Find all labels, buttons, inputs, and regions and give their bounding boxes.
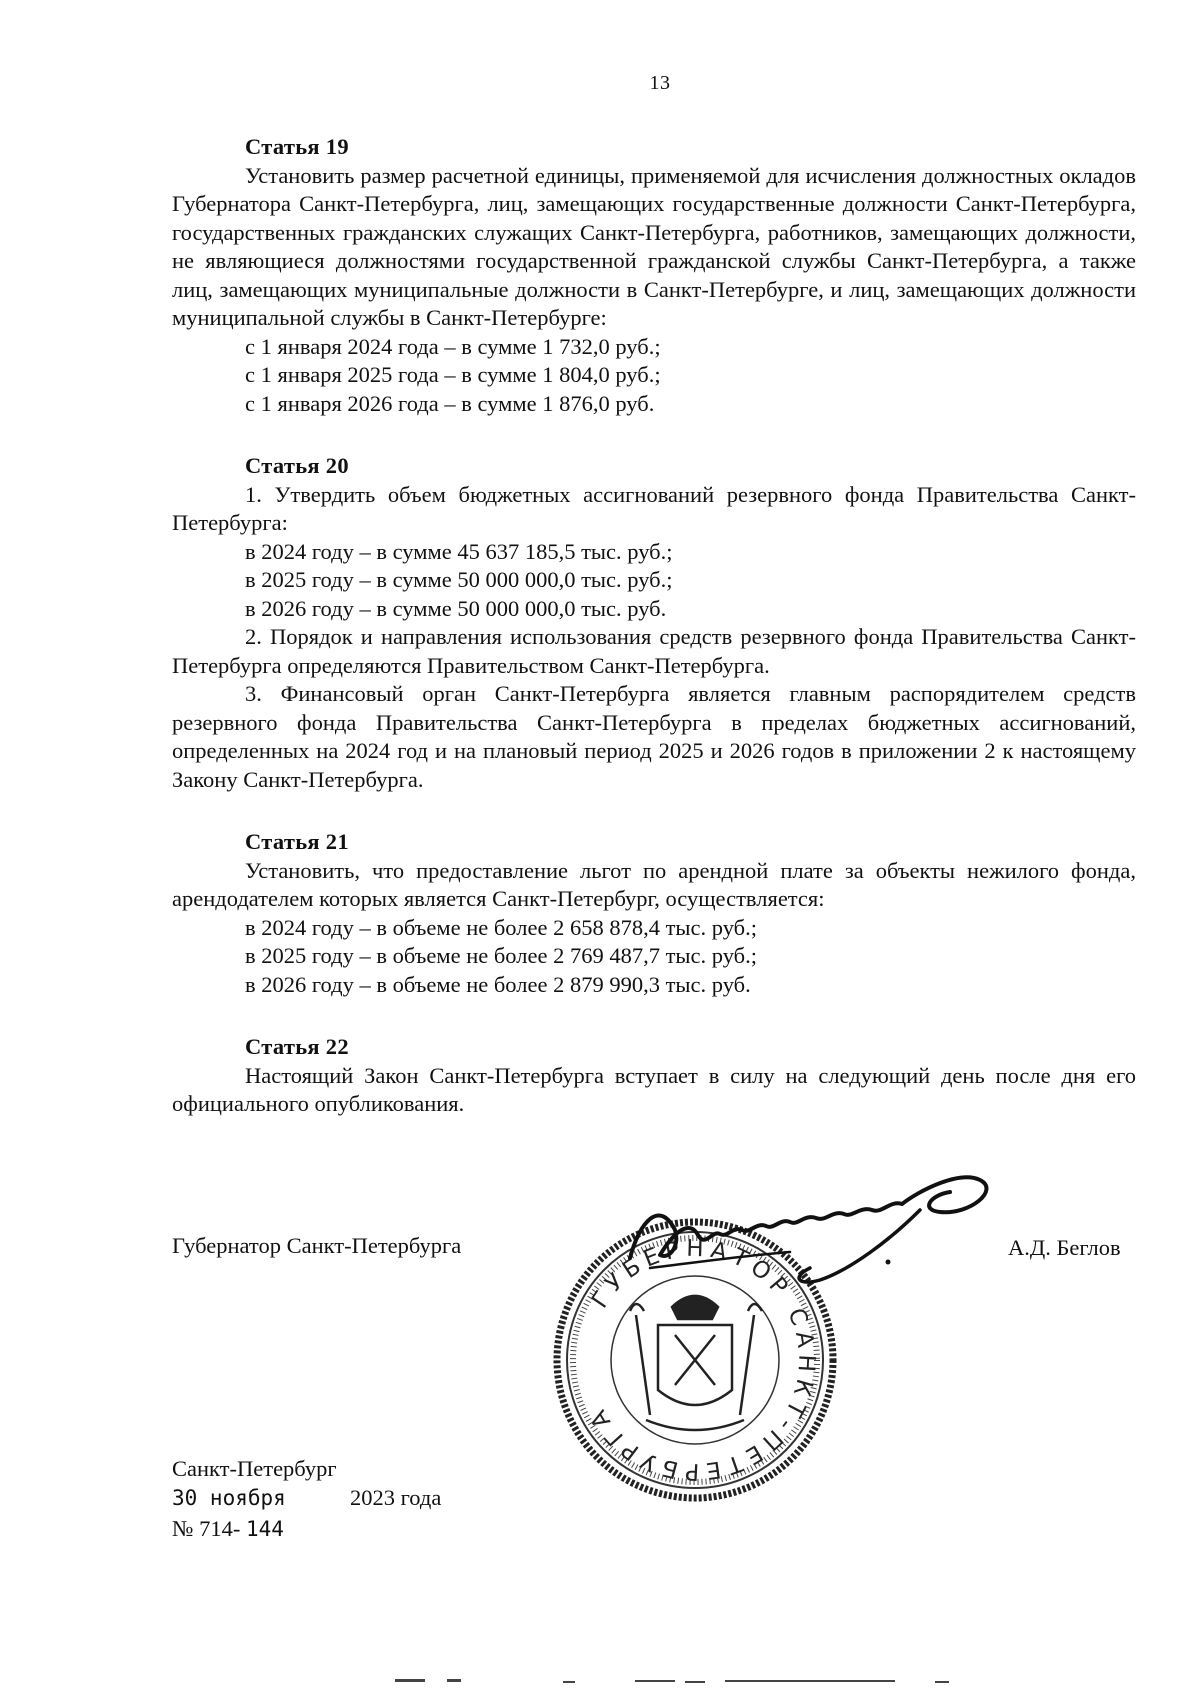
law-number — [172, 1516, 284, 1542]
list-item: в 2024 году – в сумме 45 637 185,5 тыс. руб.; — [245, 538, 673, 564]
date-day-month: 30 ноября — [172, 1486, 286, 1510]
article-heading: Статья 20 — [245, 453, 349, 478]
coat-of-arms-icon — [630, 1296, 762, 1430]
article-20 — [172, 452, 1136, 794]
law-number-value: 144 — [245, 1517, 284, 1541]
seal-text: ГУБЕРНАТОР САНКТ-ПЕТЕРБУРГА — [582, 1235, 820, 1485]
article-21 — [172, 828, 1136, 999]
list-item: с 1 января 2024 года – в сумме 1 732,0 руб.; — [245, 333, 661, 359]
list-item: в 2025 году – в сумме 50 000 000,0 тыс. руб.; — [245, 567, 673, 592]
article-19 — [172, 133, 1136, 418]
spacer — [172, 999, 1136, 1033]
article-paragraph: Настоящий Закон Санкт-Петербурга вступает в силу на следующий день после дня его официального опубликования. — [172, 1062, 1136, 1116]
place-of-signing: Санкт-Петербург — [172, 1456, 337, 1481]
page-number: 13 — [649, 72, 671, 94]
spacer — [172, 418, 1136, 452]
article-22 — [172, 1033, 1136, 1119]
date-line — [172, 1485, 441, 1511]
date-year: 2023 года — [350, 1485, 442, 1510]
article-heading: Статья 21 — [245, 829, 349, 854]
list-item: в 2025 году – в объеме не более 2 769 487,7 тыс. руб.; — [245, 943, 757, 968]
article-paragraph: Установить размер расчетной единицы, применяемой для исчисления должностных окладов Губернатора Санкт-Петербурга, лиц, замещающих государственные должности Санкт-Петербурга, государственных гражданских служащих Санкт-Петербурга, работников, замещающих должности, не являющиеся должностями государственной гражданской службы Санкт-Петербурга, а также лиц, замещающих муниципальные должности в Санкт-Петербурге, и лиц, замещающих должности муниципальной службы в Санкт-Петербурге: — [172, 162, 1136, 330]
signatory-position: Губернатор Санкт-Петербурга — [172, 1233, 462, 1258]
article-paragraph: 2. Порядок и направления использования средств резервного фонда Правительства Санкт-Петербурга определяются Правительством Санкт-Петербурга. — [172, 624, 1136, 678]
document-body — [172, 133, 1136, 1119]
scan-artifacts — [395, 1675, 955, 1687]
list-item: в 2026 году – в объеме не более 2 879 990,3 тыс. руб. — [245, 971, 751, 997]
list-item: в 2026 году – в сумме 50 000 000,0 тыс. руб. — [245, 595, 667, 621]
list-item: с 1 января 2025 года – в сумме 1 804,0 руб.; — [245, 362, 661, 387]
signatory-name: А.Д. Беглов — [1008, 1235, 1121, 1260]
list-item: с 1 января 2026 года – в сумме 1 876,0 руб. — [245, 390, 655, 416]
article-heading: Статья 22 — [245, 1034, 349, 1059]
spacer — [172, 794, 1136, 828]
article-heading: Статья 19 — [245, 134, 349, 159]
list-item: в 2024 году – в объеме не более 2 658 878,4 тыс. руб.; — [245, 914, 757, 940]
article-paragraph: Установить, что предоставление льгот по арендной плате за объекты нежилого фонда, арендодателем которых является Санкт-Петербург, осуществляется: — [172, 857, 1136, 911]
article-paragraph: 1. Утвердить объем бюджетных ассигнований резервного фонда Правительства Санкт-Петербурга: — [172, 481, 1136, 535]
article-paragraph: 3. Финансовый орган Санкт-Петербурга является главным распорядителем средств резервного фонда Правительства Санкт-Петербурга в пределах бюджетных ассигнований, определенных на 2024 год и на плановый период 2025 и 2026 годов в приложении 2 к настоящему Закону Санкт-Петербурга. — [172, 681, 1136, 792]
handwritten-signature — [620, 1160, 1010, 1290]
law-number-prefix: № 714- — [172, 1516, 241, 1541]
